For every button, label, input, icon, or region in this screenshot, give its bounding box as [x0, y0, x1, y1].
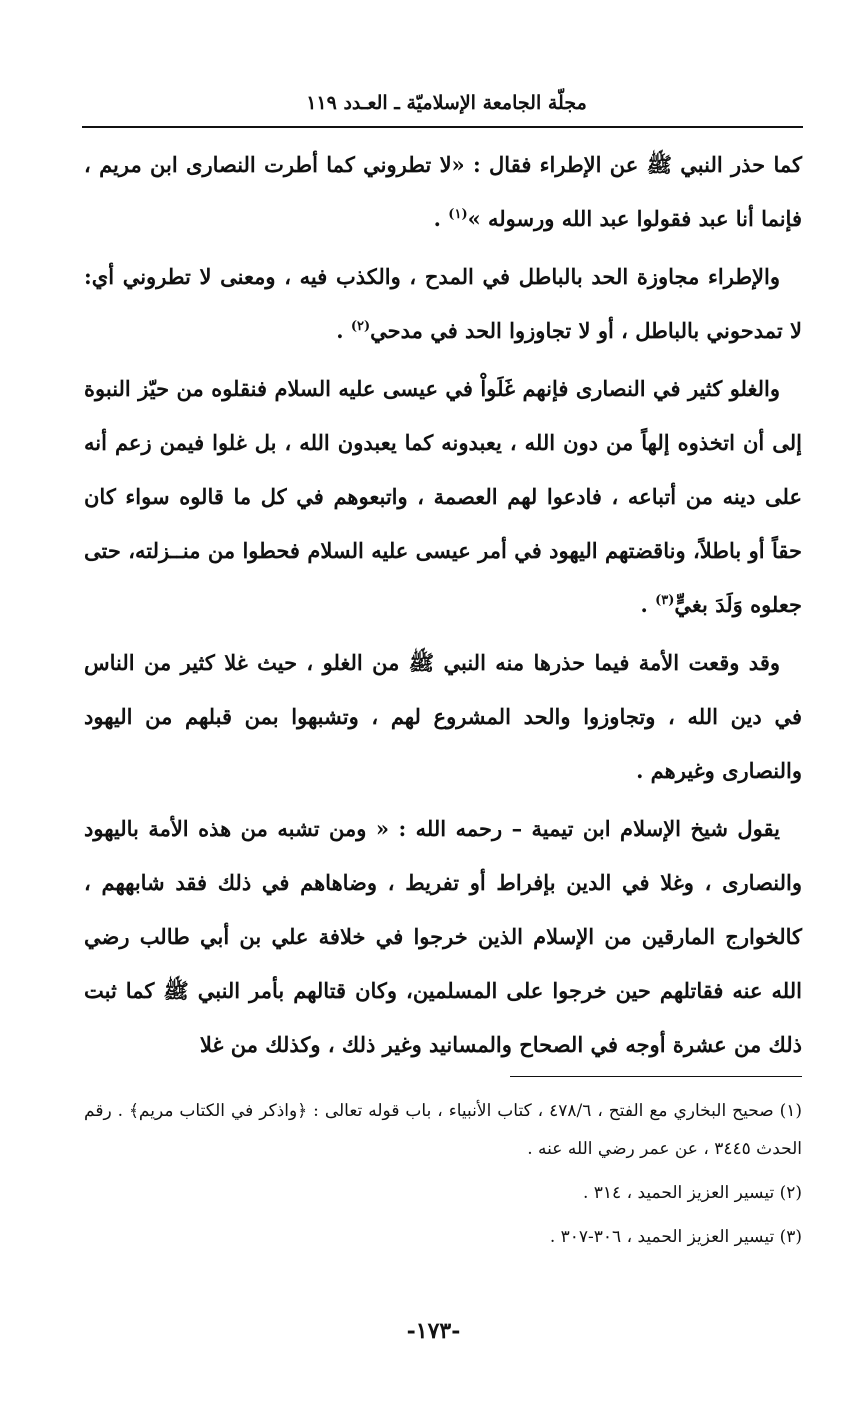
footnote-divider	[510, 1076, 802, 1077]
paragraph-ummah-excess	[84, 636, 802, 798]
paragraph-prophet-warning	[84, 138, 802, 246]
paragraph-definition-itra	[84, 250, 802, 358]
header-divider	[82, 126, 803, 128]
paragraph-tail: .	[336, 318, 351, 343]
paragraph-ibn-taymiyyah-quote	[84, 802, 802, 1072]
running-header: مجلّة الجامعة الإسلاميّة ـ العـدد ١١٩	[306, 92, 587, 114]
page-number: -١٧٣-	[406, 1318, 461, 1344]
footnote-item: (١) صحيح البخاري مع الفتح ، ٤٧٨/٦ ، كتاب الأنبياء ، باب قوله تعالى : ﴿واذكر في الكتاب مريم﴾ . رقم الحدث ٣٤٤٥ ، عن عمر رضي الله عنه .	[84, 1101, 803, 1159]
paragraph-text: وقد وقعت الأمة فيما حذرها منه النبي ﷺ من الغلو ، حيث غلا كثير من الناس في دين الله ، وتجاوزوا والحد المشروع لهم ، وتشبهوا بمن قبلهم من اليهود والنصارى وغيرهم .	[84, 650, 802, 783]
footnote-reference: (٢)	[350, 319, 371, 334]
footnote-item: (٣) تيسير العزيز الحميد ، ٣٠٦-٣٠٧ .	[549, 1227, 802, 1247]
footnotes	[84, 1092, 802, 1262]
paragraph-christian-excess	[84, 362, 802, 632]
paragraph-text: والإطراء مجاوزة الحد بالباطل في المدح ، والكذب فيه ، ومعنى لا تطروني أي: لا تمدحوني بالباطل ، أو لا تجاوزوا الحد في مدحي	[84, 264, 802, 343]
paragraph-text: كما حذر النبي ﷺ عن الإطراء فقال : «لا تطروني كما أطرت النصارى ابن مريم ، فإنما أنا عبد فقولوا عبد الله ورسوله »	[84, 152, 802, 231]
paragraph-text: يقول شيخ الإسلام ابن تيمية – رحمه الله : « ومن تشبه من هذه الأمة باليهود والنصارى ، وغلا في الدين بإفراط أو تفريط ، وضاهاهم في ذلك فقد شابههم ، كالخوارج المارقين من الإسلام الذين خرجوا في خلافة علي بن أبي طالب رضي الله عنه فقاتلهم حين خرجوا على المسلمين، وكان قتالهم بأمر النبي ﷺ كما ثبت ذلك من عشرة أوجه في الصحاح والمسانيد وغير ذلك ، وكذلك من غلا	[84, 816, 802, 1057]
footnote-reference: (١)	[448, 207, 468, 222]
footnote-reference: (٣)	[655, 593, 675, 608]
main-text	[84, 138, 802, 1076]
paragraph-tail: .	[640, 592, 656, 617]
paragraph-tail: .	[433, 206, 449, 231]
footnote-item: (٢) تيسير العزيز الحميد ، ٣١٤ .	[582, 1183, 802, 1203]
paragraph-text: والغلو كثير في النصارى فإنهم غَلَواْ في عيسى عليه السلام فنقلوه من حيّز النبوة إلى أن اتخذوه إلهاً من دون الله ، يعبدونه كما يعبدون الله ، بل غلوا فيمن زعم أنه على دينه من أتباعه ، فادعوا لهم العصمة ، واتبعوهم في كل ما قالوه سواء كان حقاً أو باطلاً، وناقضتهم اليهود في أمر عيسى عليه السلام فحطوا من منــزلته، حتى جعلوه وَلَدَ بغيٍّ	[84, 376, 802, 617]
